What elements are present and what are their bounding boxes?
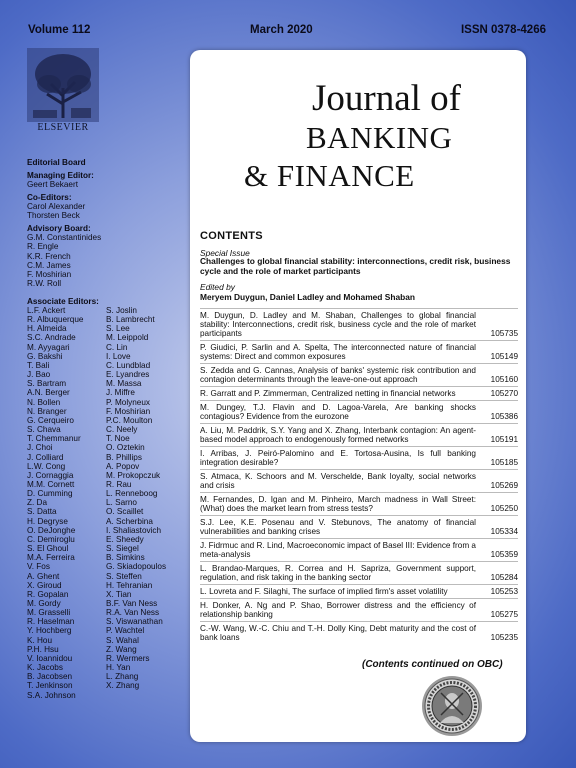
issue-date: March 2020	[250, 24, 313, 36]
associate-editor-name: R. Albuquerque	[27, 315, 84, 325]
article-citation: L. Lovreta and F. Silaghi, The surface of implied firm's asset volatility	[200, 587, 448, 596]
elsevier-tree-logo-icon	[27, 48, 99, 122]
associate-editor-name: S.C. Andrade	[27, 333, 76, 343]
associate-editor-name: O. DeJonghe	[27, 525, 76, 535]
special-issue-label: Special Issue	[200, 248, 250, 258]
associate-editor-name: S. Siegel	[106, 544, 139, 554]
associate-editor-name: R. Haselman	[27, 617, 75, 627]
associate-editor-name: S. Wahal	[106, 635, 139, 645]
contents-entry[interactable]	[200, 598, 518, 621]
associate-editor-name: D. Cumming	[27, 489, 73, 499]
associate-editor-name: X. Giroud	[27, 580, 62, 590]
contents-entry[interactable]	[200, 340, 518, 363]
article-page-number: 105235	[490, 632, 518, 642]
advisory-board-list	[27, 233, 101, 288]
journal-title-line-3: & FINANCE	[244, 158, 415, 193]
associate-editor-name: F. Moshirian	[106, 406, 151, 416]
contents-heading: CONTENTS	[200, 230, 263, 242]
associate-editor-name: R. Wermers	[106, 653, 150, 663]
associate-editor-name: S. Viswanathan	[106, 617, 163, 627]
associate-editor-name: K. Hou	[27, 635, 53, 645]
associate-editor-name: H. Tehranian	[106, 580, 153, 590]
associate-editor-name: I. Shaliastovich	[106, 525, 162, 535]
associate-editors-column-2	[106, 306, 166, 691]
article-page-number: 105334	[490, 526, 518, 536]
associate-editor-name: T. Bali	[27, 360, 50, 370]
associate-editor-name: E. Lyandres	[106, 370, 150, 380]
associate-editor-name: Y. Hochberg	[27, 626, 72, 636]
associate-editor-name: L. Renneboog	[106, 489, 158, 499]
article-page-number: 105191	[490, 434, 518, 444]
article-citation: S.J. Lee, K.E. Posenau and V. Stebunovs, The anatomy of financial vulnerabilities and banking crises	[200, 518, 476, 537]
associate-editor-name: B. Phillips	[106, 452, 142, 462]
article-page-number: 105359	[490, 549, 518, 559]
contents-entry[interactable]	[200, 363, 518, 386]
associate-editor-name: V. Ioannidou	[27, 653, 73, 663]
associate-editor-name: X. Tian	[106, 589, 132, 599]
journal-seal-icon	[421, 675, 483, 737]
advisory-board-member: F. Moshirian	[27, 270, 72, 280]
special-issue-title: Challenges to global financial stability: interconnections, credit risk, business cycle and the role of market participants	[200, 256, 511, 276]
contents-entry[interactable]	[200, 400, 518, 423]
associate-editor-name: S. Datta	[27, 507, 57, 517]
associate-editor-name: V. Fos	[27, 562, 50, 572]
article-page-number: 105284	[490, 572, 518, 582]
associate-editor-name: S. Bartram	[27, 379, 67, 389]
article-page-number: 105160	[490, 375, 518, 384]
associate-editor-name: R. Rau	[106, 479, 132, 489]
article-citation: M. Fernandes, D. Igan and M. Pinheiro, March madness in Wall Street: (What) does the market learn from stress tests?	[200, 495, 476, 514]
associate-editor-name: S. El Ghoul	[27, 544, 69, 554]
associate-editor-name: I. Love	[106, 351, 131, 361]
advisory-board-section: Advisory Board: G.M. Constantinides R. Engle K.R. French C.M. James F. Moshirian R.W. Roll	[27, 224, 102, 289]
associate-editor-name: R. Gopalan	[27, 589, 69, 599]
advisory-board-member: R. Engle	[27, 242, 59, 252]
associate-editor-name: M. Grasselli	[27, 608, 71, 618]
co-editor-name: Carol Alexander	[27, 202, 86, 212]
contents-continued-note: (Contents continued on OBC)	[362, 659, 503, 670]
associate-editor-name: J. Cornaggia	[27, 470, 74, 480]
associate-editor-name: O. Scaillet	[106, 507, 144, 517]
associate-editor-name: M. Ayyagari	[27, 342, 70, 352]
advisory-board-member: C.M. James	[27, 260, 71, 270]
associate-editor-name: G. Bakshi	[27, 351, 63, 361]
article-citation: M. Duygun, D. Ladley and M. Shaban, Challenges to global financial stability: Interconnections, credit risk, business cycle and the role of market participants	[200, 311, 476, 339]
associate-editor-name: P.C. Moulton	[106, 415, 153, 425]
co-editors-section: Co-Editors: Carol Alexander Thorsten Beck	[27, 193, 86, 221]
associate-editor-name: S.A. Johnson	[27, 690, 76, 700]
associate-editor-name: M. Prokopczuk	[106, 470, 161, 480]
associate-editor-name: J. Choi	[27, 443, 53, 453]
co-editor-name: Thorsten Beck	[27, 211, 80, 221]
contents-entry[interactable]	[200, 308, 518, 340]
advisory-board-member: K.R. French	[27, 251, 71, 261]
associate-editor-name: E. Sheedy	[106, 534, 144, 544]
associate-editor-name: T. Noe	[106, 434, 130, 444]
associate-editor-name: C. Lundblad	[106, 360, 151, 370]
associate-editor-name: P. Wachtel	[106, 626, 145, 636]
contents-entry[interactable]	[200, 446, 518, 469]
journal-title-line-1: Journal of	[312, 78, 461, 119]
article-citation: A. Liu, M. Paddrik, S.Y. Yang and X. Zhang, Interbank contagion: An agent-based model approach to endogenously formed networks	[200, 426, 476, 445]
article-page-number: 105250	[490, 503, 518, 513]
associate-editor-name: N. Bollen	[27, 397, 61, 407]
article-citation: S. Atmaca, K. Schoors and M. Verschelde, Bank loyalty, social networks and crisis	[200, 472, 476, 491]
contents-entry[interactable]	[200, 515, 518, 538]
advisory-board-member: G.M. Constantinides	[27, 233, 102, 243]
contents-panel	[190, 50, 526, 742]
contents-entry[interactable]	[200, 386, 518, 400]
associate-editor-name: A. Popov	[106, 461, 140, 471]
article-page-number: 105253	[490, 586, 518, 596]
contents-entry[interactable]	[200, 423, 518, 446]
associate-editor-name: M. Gordy	[27, 599, 61, 608]
contents-entry[interactable]	[200, 621, 518, 644]
associate-editor-name: P.H. Hsu	[27, 644, 59, 654]
contents-entry[interactable]	[200, 538, 518, 561]
associate-editor-name: Z. Wang	[106, 644, 137, 654]
associate-editor-name: C. Demiroglu	[27, 534, 75, 544]
contents-entry[interactable]	[200, 492, 518, 515]
associate-editor-name: J. Colliard	[27, 452, 64, 462]
managing-editor-name: Geert Bekaert	[27, 180, 78, 190]
associate-editor-name: B.F. Van Ness	[106, 599, 158, 608]
associate-editor-name: L. Sarno	[106, 498, 137, 508]
associate-editor-name: H. Almeida	[27, 324, 67, 334]
associate-editor-name: T. Jenkinson	[27, 681, 73, 691]
associate-editor-name: M. Massa	[106, 379, 142, 389]
article-citation: R. Garratt and P. Zimmerman, Centralized netting in financial networks	[200, 389, 456, 399]
associate-editor-name: B. Lambrecht	[106, 315, 155, 325]
article-citation: H. Donker, A. Ng and P. Shao, Borrower distress and the efficiency of relationship banking	[200, 600, 476, 619]
associate-editor-name: G. Cerqueiro	[27, 415, 74, 425]
associate-editor-name: A.N. Berger	[27, 388, 70, 398]
associate-editor-name: B. Simkins	[106, 553, 145, 563]
associate-editor-name: H. Yan	[106, 663, 131, 673]
editorial-board-heading: Editorial Board	[27, 158, 86, 167]
article-citation: C.-W. Wang, W.-C. Chiu and T.-H. Dolly King, Debt maturity and the cost of bank loans	[200, 623, 476, 642]
associate-editor-name: H. Degryse	[27, 516, 68, 526]
associate-editor-name: R.A. Van Ness	[106, 608, 160, 618]
associate-editor-name: N. Branger	[27, 406, 67, 416]
article-citation: M. Dungey, T.J. Flavin and D. Lagoa-Varela, Are banking shocks contagious? Evidence from the eurozone	[200, 403, 476, 422]
associate-editor-name: O. Oztekin	[106, 443, 145, 453]
associate-editor-name: P. Molyneux	[106, 397, 150, 407]
article-citation: L. Brandao-Marques, R. Correa and H. Sapriza, Government support, regulation, and risk taking in the banking sector	[200, 564, 476, 583]
article-page-number: 105185	[490, 457, 518, 467]
article-citation: S. Zedda and G. Cannas, Analysis of banks' systemic risk contribution and contagion determinants through the leave-one-out approach	[200, 366, 476, 385]
associate-editor-name: X. Zhang	[106, 681, 140, 691]
associate-editors-column-1	[27, 306, 83, 700]
table-of-contents	[200, 308, 518, 644]
contents-entry[interactable]	[200, 561, 518, 584]
article-page-number: 105275	[490, 609, 518, 619]
associate-editor-name: S. Chava	[27, 425, 61, 435]
issn-label: ISSN 0378-4266	[460, 24, 546, 36]
associate-editor-name: T. Chemmanur	[27, 434, 81, 444]
associate-editor-name: J. Bao	[27, 370, 51, 380]
publisher-name: ELSEVIER	[37, 122, 89, 133]
article-page-number: 105149	[490, 352, 518, 361]
article-page-number: 105735	[490, 329, 518, 338]
associate-editor-name: L.F. Ackert	[27, 306, 66, 315]
contents-entry[interactable]	[200, 469, 518, 492]
associate-editor-name: Z. Da	[27, 498, 48, 508]
associate-editor-name: M. Leippold	[106, 333, 149, 343]
issue-editors: Meryem Duygun, Daniel Ladley and Mohamed Shaban	[200, 292, 416, 302]
associate-editor-name: M.A. Ferreira	[27, 553, 75, 563]
associate-editor-name: G. Skiadopoulos	[106, 562, 167, 572]
associate-editor-name: S. Joslin	[106, 306, 137, 315]
associate-editor-name: K. Jacobs	[27, 663, 63, 673]
associate-editor-name: C. Lin	[106, 342, 128, 352]
associate-editor-name: L.W. Cong	[27, 461, 66, 471]
article-page-number: 105269	[490, 480, 518, 490]
article-page-number: 105386	[490, 411, 518, 421]
associate-editor-name: J. Miffre	[106, 388, 135, 398]
associate-editor-name: A. Ghent	[27, 571, 60, 581]
associate-editor-name: M.M. Cornett	[27, 479, 75, 489]
edited-by-label: Edited by	[200, 282, 235, 292]
associate-editor-name: A. Scherbina	[106, 516, 153, 526]
associate-editor-name: S. Lee	[106, 324, 130, 334]
advisory-board-member: R.W. Roll	[27, 279, 62, 289]
associate-editors-heading: Associate Editors:	[27, 297, 99, 306]
managing-editor-section: Managing Editor: Geert Bekaert	[27, 171, 94, 190]
associate-editor-name: B. Jacobsen	[27, 672, 73, 682]
associate-editor-name: C. Neely	[106, 425, 138, 435]
associate-editor-name: S. Steffen	[106, 571, 142, 581]
contents-entry[interactable]	[200, 584, 518, 598]
journal-title-line-2: BANKING	[306, 120, 453, 155]
article-citation: I. Arribas, J. Peiró-Palomino and E. Tortosa-Ausina, Is full banking integration desirable?	[200, 449, 476, 468]
volume-label: Volume 112	[28, 24, 91, 36]
article-citation: J. Fidrmuc and R. Lind, Macroeconomic impact of Basel III: Evidence from a meta-analysis	[200, 541, 476, 560]
associate-editor-name: L. Zhang	[106, 672, 139, 682]
article-page-number: 105270	[490, 388, 518, 398]
article-citation: P. Giudici, P. Sarlin and A. Spelta, The interconnected nature of financial systems: Direct and common exposures	[200, 343, 476, 362]
